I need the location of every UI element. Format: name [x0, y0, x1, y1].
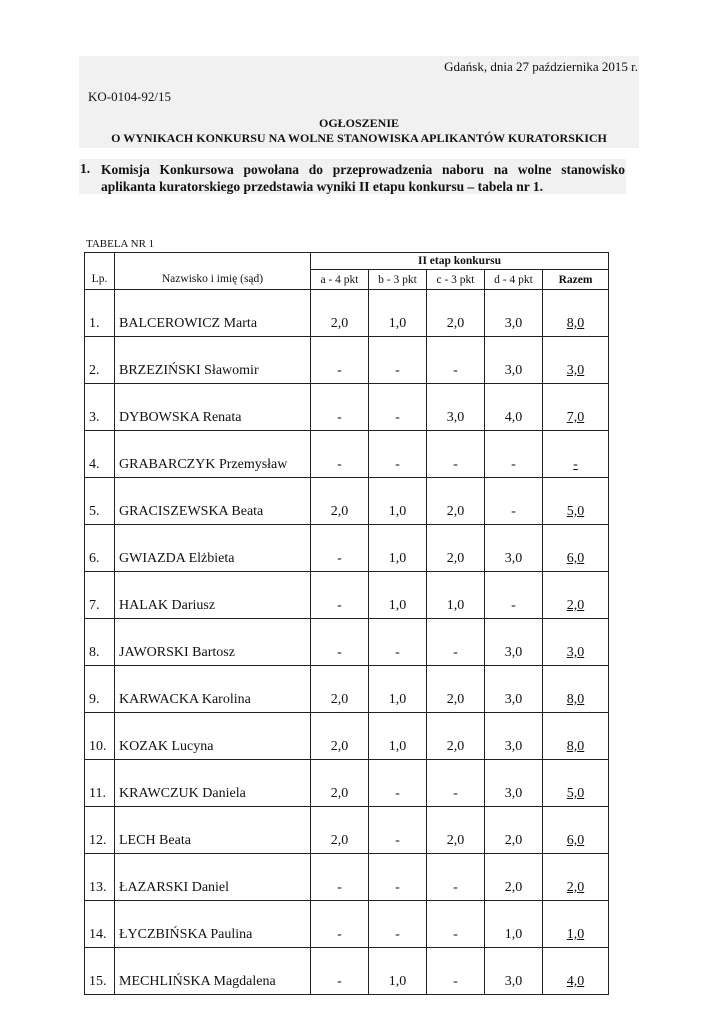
row-number: 5.	[85, 478, 115, 525]
score-a: -	[311, 901, 369, 948]
score-b: -	[369, 901, 427, 948]
candidate-name: ŁYCZBIŃSKA Paulina	[115, 901, 311, 948]
score-a: -	[311, 948, 369, 995]
table-row	[85, 760, 609, 807]
score-total-value: 5,0	[566, 504, 585, 519]
score-c: -	[427, 337, 485, 384]
candidate-name: KARWACKA Karolina	[115, 666, 311, 713]
column-header-b: b - 3 pkt	[369, 270, 427, 290]
score-c: -	[427, 431, 485, 478]
document-date: Gdańsk, dnia 27 października 2015 r.	[444, 59, 638, 74]
row-number: 9.	[85, 666, 115, 713]
score-total	[543, 290, 609, 337]
score-d: 3,0	[485, 337, 543, 384]
score-d: 3,0	[485, 948, 543, 995]
score-b: -	[369, 807, 427, 854]
score-d: 2,0	[485, 854, 543, 901]
row-number: 6.	[85, 525, 115, 572]
score-a: 2,0	[311, 290, 369, 337]
item-text: Komisja Konkursowa powołana do przeprowadzenia naboru na wolne stanowisko aplikanta kuratorskiego przedstawia wyniki II etapu konkursu – tabela nr 1.	[101, 162, 625, 194]
table-row	[85, 431, 609, 478]
score-b: 1,0	[369, 713, 427, 760]
candidate-name: GWIAZDA Elżbieta	[115, 525, 311, 572]
score-a: -	[311, 619, 369, 666]
column-header-total: Razem	[543, 270, 609, 290]
candidate-name: MECHLIŃSKA Magdalena	[115, 948, 311, 995]
score-total-value: 1,0	[566, 927, 585, 942]
score-c: -	[427, 854, 485, 901]
table-row	[85, 478, 609, 525]
table-row	[85, 948, 609, 995]
table-row	[85, 807, 609, 854]
score-b: -	[369, 760, 427, 807]
row-number: 15.	[85, 948, 115, 995]
table-row	[85, 619, 609, 666]
score-total-value: 8,0	[566, 692, 585, 707]
score-a: 2,0	[311, 713, 369, 760]
row-number: 8.	[85, 619, 115, 666]
score-total	[543, 525, 609, 572]
table-header-row-1	[85, 253, 609, 270]
score-d: 3,0	[485, 619, 543, 666]
score-d: 3,0	[485, 525, 543, 572]
candidate-name: KOZAK Lucyna	[115, 713, 311, 760]
score-d: -	[485, 431, 543, 478]
column-header-lp: Lp.	[85, 270, 115, 290]
table-row	[85, 525, 609, 572]
score-d: 3,0	[485, 760, 543, 807]
score-c: 2,0	[427, 807, 485, 854]
score-d: 3,0	[485, 713, 543, 760]
table-row	[85, 337, 609, 384]
score-b: -	[369, 431, 427, 478]
score-a: 2,0	[311, 478, 369, 525]
score-a: -	[311, 384, 369, 431]
row-number: 1.	[85, 290, 115, 337]
row-number: 11.	[85, 760, 115, 807]
row-number: 10.	[85, 713, 115, 760]
column-header-d: d - 4 pkt	[485, 270, 543, 290]
score-total	[543, 713, 609, 760]
table-row	[85, 666, 609, 713]
candidate-name: BRZEZIŃSKI Sławomir	[115, 337, 311, 384]
score-c: 2,0	[427, 290, 485, 337]
score-total-value: 6,0	[566, 551, 585, 566]
score-total	[543, 948, 609, 995]
score-total	[543, 807, 609, 854]
candidate-name: DYBOWSKA Renata	[115, 384, 311, 431]
table-caption: TABELA NR 1	[86, 238, 155, 250]
candidate-name: JAWORSKI Bartosz	[115, 619, 311, 666]
score-c: 1,0	[427, 572, 485, 619]
score-c: 2,0	[427, 478, 485, 525]
header-blank-lp	[85, 253, 115, 270]
score-b: 1,0	[369, 290, 427, 337]
score-c: -	[427, 948, 485, 995]
score-d: 4,0	[485, 384, 543, 431]
score-c: 3,0	[427, 384, 485, 431]
score-c: 2,0	[427, 666, 485, 713]
item-number: 1.	[80, 161, 91, 176]
score-d: -	[485, 572, 543, 619]
score-total	[543, 854, 609, 901]
score-c: 2,0	[427, 525, 485, 572]
row-number: 13.	[85, 854, 115, 901]
table-row	[85, 572, 609, 619]
score-a: -	[311, 337, 369, 384]
row-number: 12.	[85, 807, 115, 854]
score-total	[543, 431, 609, 478]
candidate-name: HALAK Dariusz	[115, 572, 311, 619]
score-total-value: 4,0	[566, 974, 585, 989]
score-a: 2,0	[311, 760, 369, 807]
score-total	[543, 901, 609, 948]
score-b: 1,0	[369, 478, 427, 525]
table-row	[85, 384, 609, 431]
document-subtitle: O WYNIKACH KONKURSU NA WOLNE STANOWISKA APLIKANTÓW KURATORSKICH	[111, 131, 607, 145]
score-c: -	[427, 901, 485, 948]
score-b: -	[369, 384, 427, 431]
score-total	[543, 384, 609, 431]
score-total-value: 3,0	[566, 645, 585, 660]
score-a: -	[311, 854, 369, 901]
score-a: -	[311, 525, 369, 572]
table-row	[85, 713, 609, 760]
candidate-name: GRACISZEWSKA Beata	[115, 478, 311, 525]
score-b: 1,0	[369, 572, 427, 619]
score-total-value: -	[573, 457, 578, 472]
score-b: 1,0	[369, 948, 427, 995]
score-total-value: 8,0	[566, 316, 585, 331]
score-total	[543, 666, 609, 713]
score-b: -	[369, 854, 427, 901]
candidate-name: KRAWCZUK Daniela	[115, 760, 311, 807]
score-b: -	[369, 619, 427, 666]
score-total	[543, 478, 609, 525]
row-number: 2.	[85, 337, 115, 384]
score-total	[543, 619, 609, 666]
score-a: 2,0	[311, 807, 369, 854]
score-total	[543, 572, 609, 619]
column-header-name: Nazwisko i imię (sąd)	[115, 270, 311, 290]
score-d: -	[485, 478, 543, 525]
table-header-row-2	[85, 270, 609, 290]
column-header-c: c - 3 pkt	[427, 270, 485, 290]
score-c: -	[427, 760, 485, 807]
row-number: 3.	[85, 384, 115, 431]
results-table	[84, 252, 609, 995]
score-total-value: 6,0	[566, 833, 585, 848]
score-b: 1,0	[369, 666, 427, 713]
score-b: 1,0	[369, 525, 427, 572]
score-a: -	[311, 572, 369, 619]
score-total	[543, 337, 609, 384]
header-blank-name	[115, 253, 311, 270]
stage-header: II etap konkursu	[311, 253, 609, 270]
row-number: 4.	[85, 431, 115, 478]
candidate-name: BALCEROWICZ Marta	[115, 290, 311, 337]
candidate-name: GRABARCZYK Przemysław	[115, 431, 311, 478]
score-total-value: 5,0	[566, 786, 585, 801]
table-row	[85, 901, 609, 948]
score-d: 1,0	[485, 901, 543, 948]
score-total-value: 3,0	[566, 363, 585, 378]
score-d: 2,0	[485, 807, 543, 854]
row-number: 7.	[85, 572, 115, 619]
candidate-name: ŁAZARSKI Daniel	[115, 854, 311, 901]
document-title: OGŁOSZENIE	[318, 116, 400, 130]
table-row	[85, 854, 609, 901]
score-total-value: 7,0	[566, 410, 585, 425]
table-row	[85, 290, 609, 337]
score-a: -	[311, 431, 369, 478]
score-total-value: 2,0	[566, 880, 585, 895]
score-c: -	[427, 619, 485, 666]
document-reference: KO-0104-92/15	[88, 89, 172, 104]
score-total-value: 2,0	[566, 598, 585, 613]
column-header-a: a - 4 pkt	[311, 270, 369, 290]
score-total-value: 8,0	[566, 739, 585, 754]
score-c: 2,0	[427, 713, 485, 760]
score-total	[543, 760, 609, 807]
candidate-name: LECH Beata	[115, 807, 311, 854]
score-a: 2,0	[311, 666, 369, 713]
score-b: -	[369, 337, 427, 384]
score-d: 3,0	[485, 290, 543, 337]
row-number: 14.	[85, 901, 115, 948]
table-body	[85, 290, 609, 995]
score-d: 3,0	[485, 666, 543, 713]
